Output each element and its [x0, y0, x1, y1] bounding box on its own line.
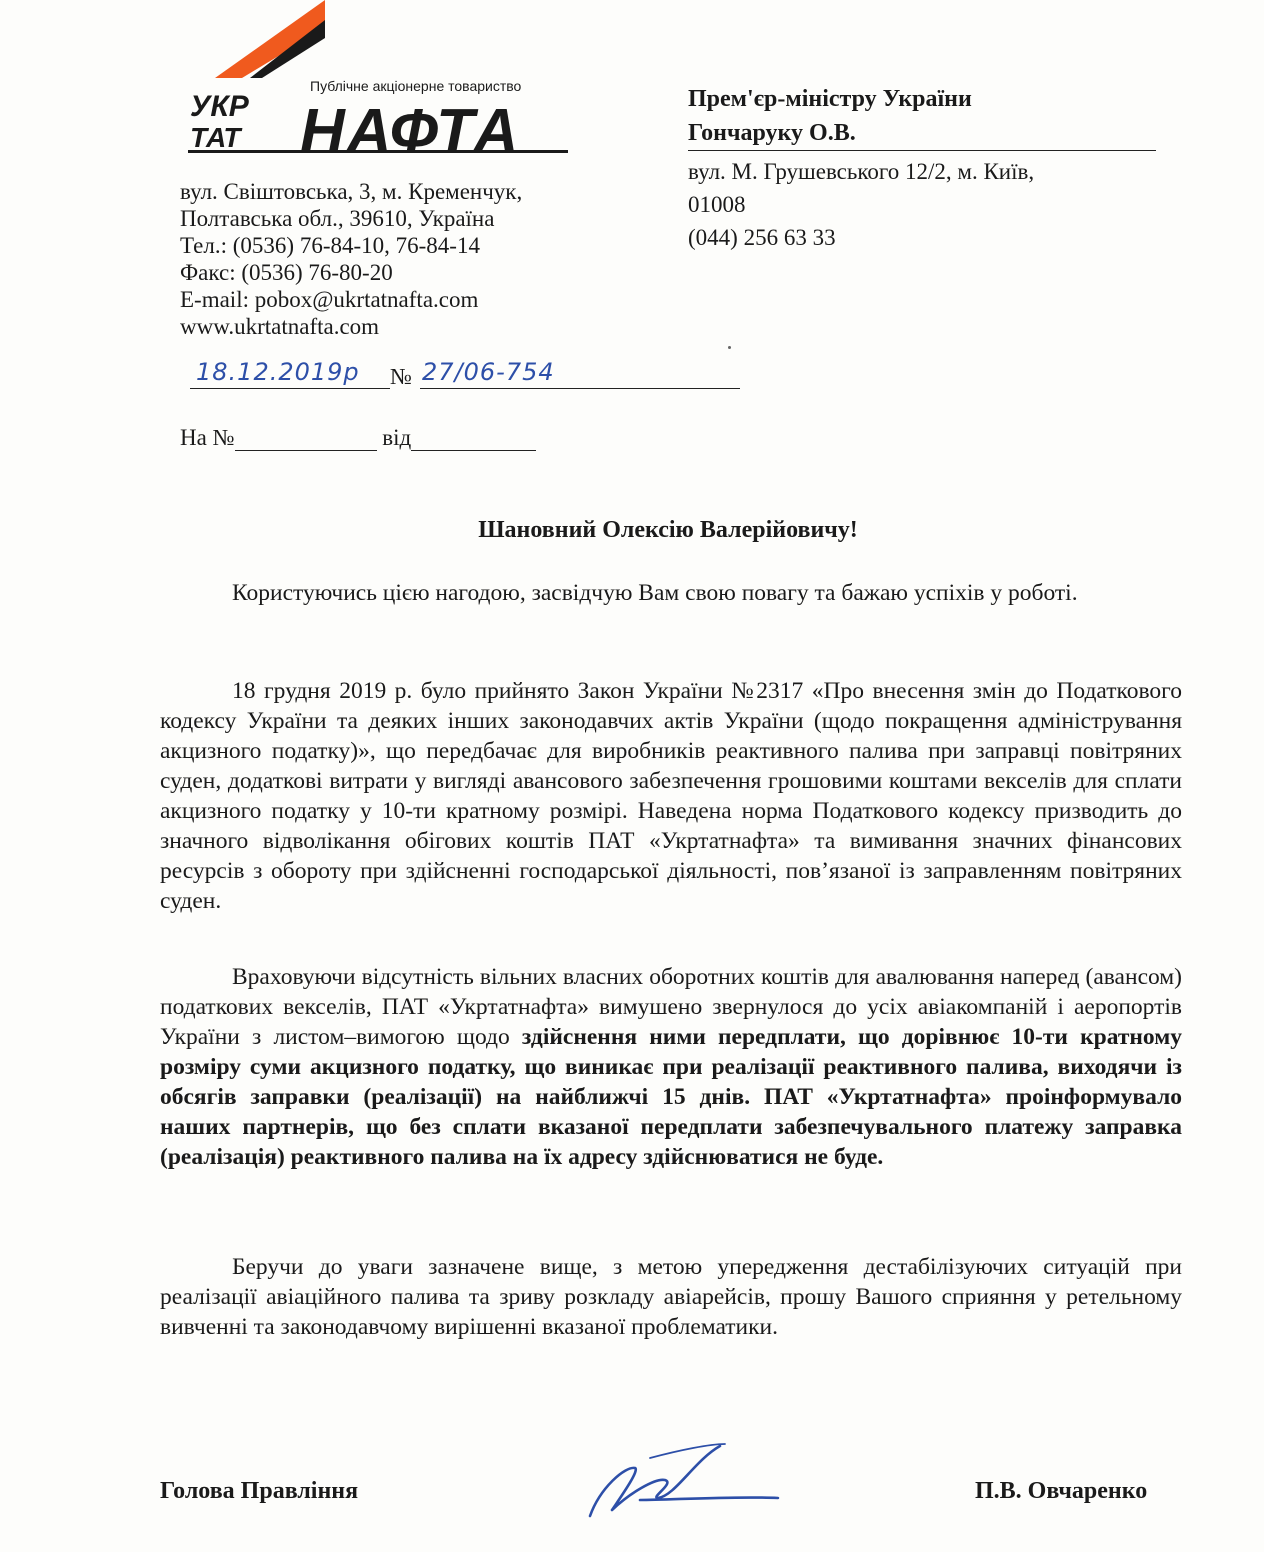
registration-number-label: № [390, 364, 412, 389]
paragraph-text: Користуючись цією нагодою, засвідчую Вам свою повагу та бажаю успіхів у роботі. [232, 580, 1078, 606]
salutation-text: Шановний Олексію Валерійовичу! [478, 517, 858, 543]
sender-region: Полтавська обл., 39610, Україна [180, 206, 495, 231]
logo-ukr-text: УКР [190, 90, 249, 123]
registration-number: 27/06-754 [422, 358, 555, 386]
recipient-address-line1: вул. М. Грушевського 12/2, м. Київ, [688, 159, 1035, 184]
paper-speck [728, 346, 731, 349]
registration-date: 18.12.2019р [196, 358, 360, 386]
handwritten-signature [580, 1438, 780, 1523]
body-paragraph-4 [160, 1252, 1182, 1342]
sender-street: вул. Свіштовська, 3, м. Кременчук, [180, 179, 523, 204]
recipient-name: Гончаруку О.В. [688, 116, 1156, 151]
reference-line [180, 425, 536, 451]
paragraph-text [160, 962, 1182, 1172]
body-paragraph-3 [160, 962, 1182, 1172]
company-type: Публічне акціонерне товариство [310, 78, 522, 94]
registration-number-field [420, 358, 740, 389]
reference-number-label: На № [180, 425, 235, 450]
paragraph-text: Беручи до уваги зазначене вище, з метою упередження дестабілізуючих ситуацій при реалізації авіаційного палива та зриву розкладу авіарейсів, прошу Вашого сприяння у ретельному вивченні та законодавчому вирішенні вказаної проблематики. [160, 1254, 1182, 1340]
reference-from-label: від [382, 425, 412, 450]
recipient-address-line2: 01008 [688, 192, 746, 217]
body-paragraph-1 [160, 578, 1182, 608]
recipient-block [688, 82, 1158, 254]
sender-email: E-mail: pobox@ukrtatnafta.com [180, 287, 479, 312]
recipient-phone: (044) 256 63 33 [688, 225, 836, 250]
salutation [0, 517, 1264, 544]
reference-date-blank [411, 428, 536, 451]
reference-number-blank [235, 428, 377, 451]
registration-date-field [190, 358, 390, 389]
registration-line [180, 358, 600, 394]
signature-scribble-icon [580, 1438, 780, 1523]
sender-phone: Тел.: (0536) 76-84-10, 76-84-14 [180, 233, 480, 258]
signatory-position: Голова Правління [160, 1478, 359, 1504]
paragraph-text: 18 грудня 2019 р. було прийнято Закон України №2317 «Про внесення змін до Податкового кодексу України та деяких інших законодавчих актів України (щодо покращення адміністрування акцизного податку)», що передбачає для виробників реактивного палива при заправці повітряних суден, додаткові витрати у вигляді авансового забезпечення грошовими коштами векселів для сплати акцизного податку у 10-ти кратному розмірі. Наведена норма Податкового кодексу призводить до значного відволікання обігових коштів ПАТ «Укртатнафта» та вимивання значних фінансових ресурсів з обороту при здійсненні господарської діяльності, пов’язаної із заправленням повітряних суден. [160, 678, 1182, 914]
recipient-title: Прем'єр-міністру України [688, 86, 972, 112]
paragraph-regular-text: Враховуючи відсутність вільних власних оборотних коштів для авалювання наперед (авансом) податкових векселів, ПАТ «Укртатнафта» вимушено звернулося до усіх авіакомпаній і аеропортів України з листом–вимогою щодо [160, 964, 1182, 1050]
paragraph-bold-text: здійснення ними передплати, що дорівнює 10-ти кратному розміру суми акцизного податку, що виникає при реалізації реактивного палива, виходячи із обсягів заправки (реалізації) на найближчі 15 днів. ПАТ «Укртатнафта» проінформувало наших партнерів, що без сплати вказаної передплати забезпечувального платежу заправка (реалізація) реактивного палива на їх адресу здійснюватися не буде. [160, 1024, 1182, 1170]
logo-wordmark: НАФТА [300, 97, 521, 166]
sender-website: www.ukrtatnafta.com [180, 314, 380, 339]
sender-address [180, 178, 522, 340]
sender-fax: Факс: (0536) 76-80-20 [180, 260, 393, 285]
body-paragraph-2 [160, 676, 1182, 916]
logo-tat-text: ТАТ [190, 122, 241, 153]
signatory-name: П.В. Овчаренко [975, 1478, 1148, 1504]
